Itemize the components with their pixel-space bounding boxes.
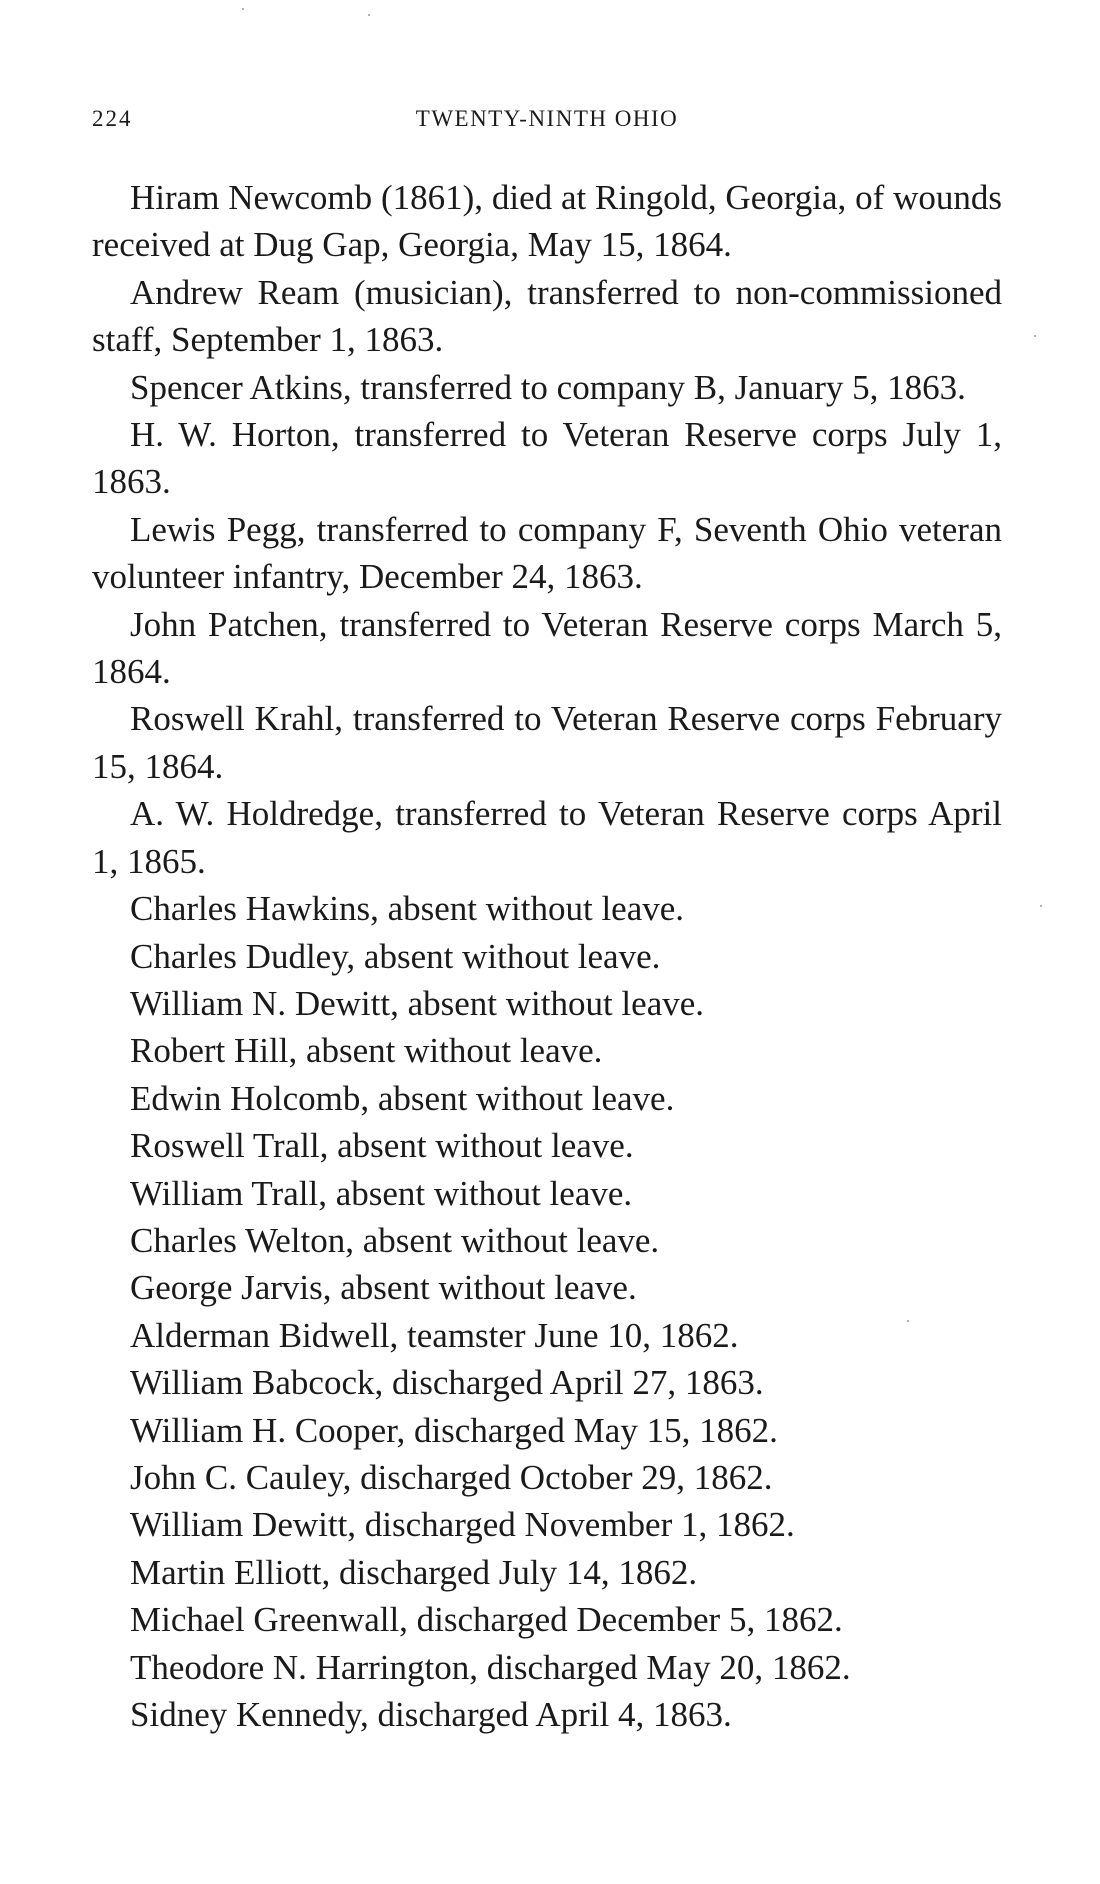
roster-entry: A. W. Holdredge, transferred to Veteran Reserve corps April 1, 1865. [92,794,1002,881]
roster-entry: William Trall, absent without leave. [130,1173,633,1213]
paper-speck [368,14,370,16]
book-page [92,0,1002,1884]
roster-entry: John Patchen, transferred to Veteran Reserve corps March 5, 1864. [92,604,1002,692]
roster-entry: William Dewitt, discharged November 1, 1862. [130,1505,795,1545]
roster-entry: William Babcock, discharged April 27, 1863. [130,1363,764,1403]
roster-entry: Roswell Krahl, transferred to Veteran Reserve corps February 15, 1864. [92,699,1002,786]
paper-speck [907,1320,909,1322]
roster-entry: William H. Cooper, discharged May 15, 1862. [130,1410,778,1450]
running-head [92,106,1002,140]
roster-entry: Michael Greenwall, discharged December 5, 1862. [130,1600,843,1640]
roster-entry: Charles Dudley, absent without leave. [130,936,661,976]
roster-entry: Hiram Newcomb (1861), died at Ringold, Georgia, of wounds received at Dug Gap, Georgia, May 15, 1864. [92,178,1002,265]
page-number: 224 [92,106,133,131]
roster-entry: Theodore N. Harrington, discharged May 20, 1862. [130,1647,851,1687]
roster-entries [92,174,1002,1738]
roster-entry: William N. Dewitt, absent without leave. [130,983,705,1023]
roster-entry: Spencer Atkins, transferred to company B, January 5, 1863. [130,367,966,407]
paper-speck [242,8,244,10]
roster-entry: John C. Cauley, discharged October 29, 1862. [130,1457,773,1497]
roster-entry: George Jarvis, absent without leave. [130,1268,637,1308]
roster-entry: Charles Hawkins, absent without leave. [130,889,685,929]
paper-speck [1034,335,1036,337]
paper-speck [1040,905,1042,907]
roster-entry: Roswell Trall, absent without leave. [130,1126,634,1166]
roster-entry: Martin Elliott, discharged July 14, 1862. [130,1552,698,1592]
roster-entry: Charles Welton, absent without leave. [130,1220,660,1260]
running-title: TWENTY-NINTH OHIO [415,106,679,131]
roster-entry: Sidney Kennedy, discharged April 4, 1863. [130,1695,732,1734]
roster-entry: Alderman Bidwell, teamster June 10, 1862. [130,1315,739,1355]
roster-entry: Lewis Pegg, transferred to company F, Seventh Ohio veteran volunteer infantry, December 24, 1863. [92,509,1002,597]
roster-entry: Andrew Ream (musician), transferred to non-commissioned staff, September 1, 1863. [92,272,1002,360]
roster-entry: Edwin Holcomb, absent without leave. [130,1078,675,1118]
roster-entry: Robert Hill, absent without leave. [130,1031,603,1071]
roster-entry: H. W. Horton, transferred to Veteran Reserve corps July 1, 1863. [92,415,1002,502]
